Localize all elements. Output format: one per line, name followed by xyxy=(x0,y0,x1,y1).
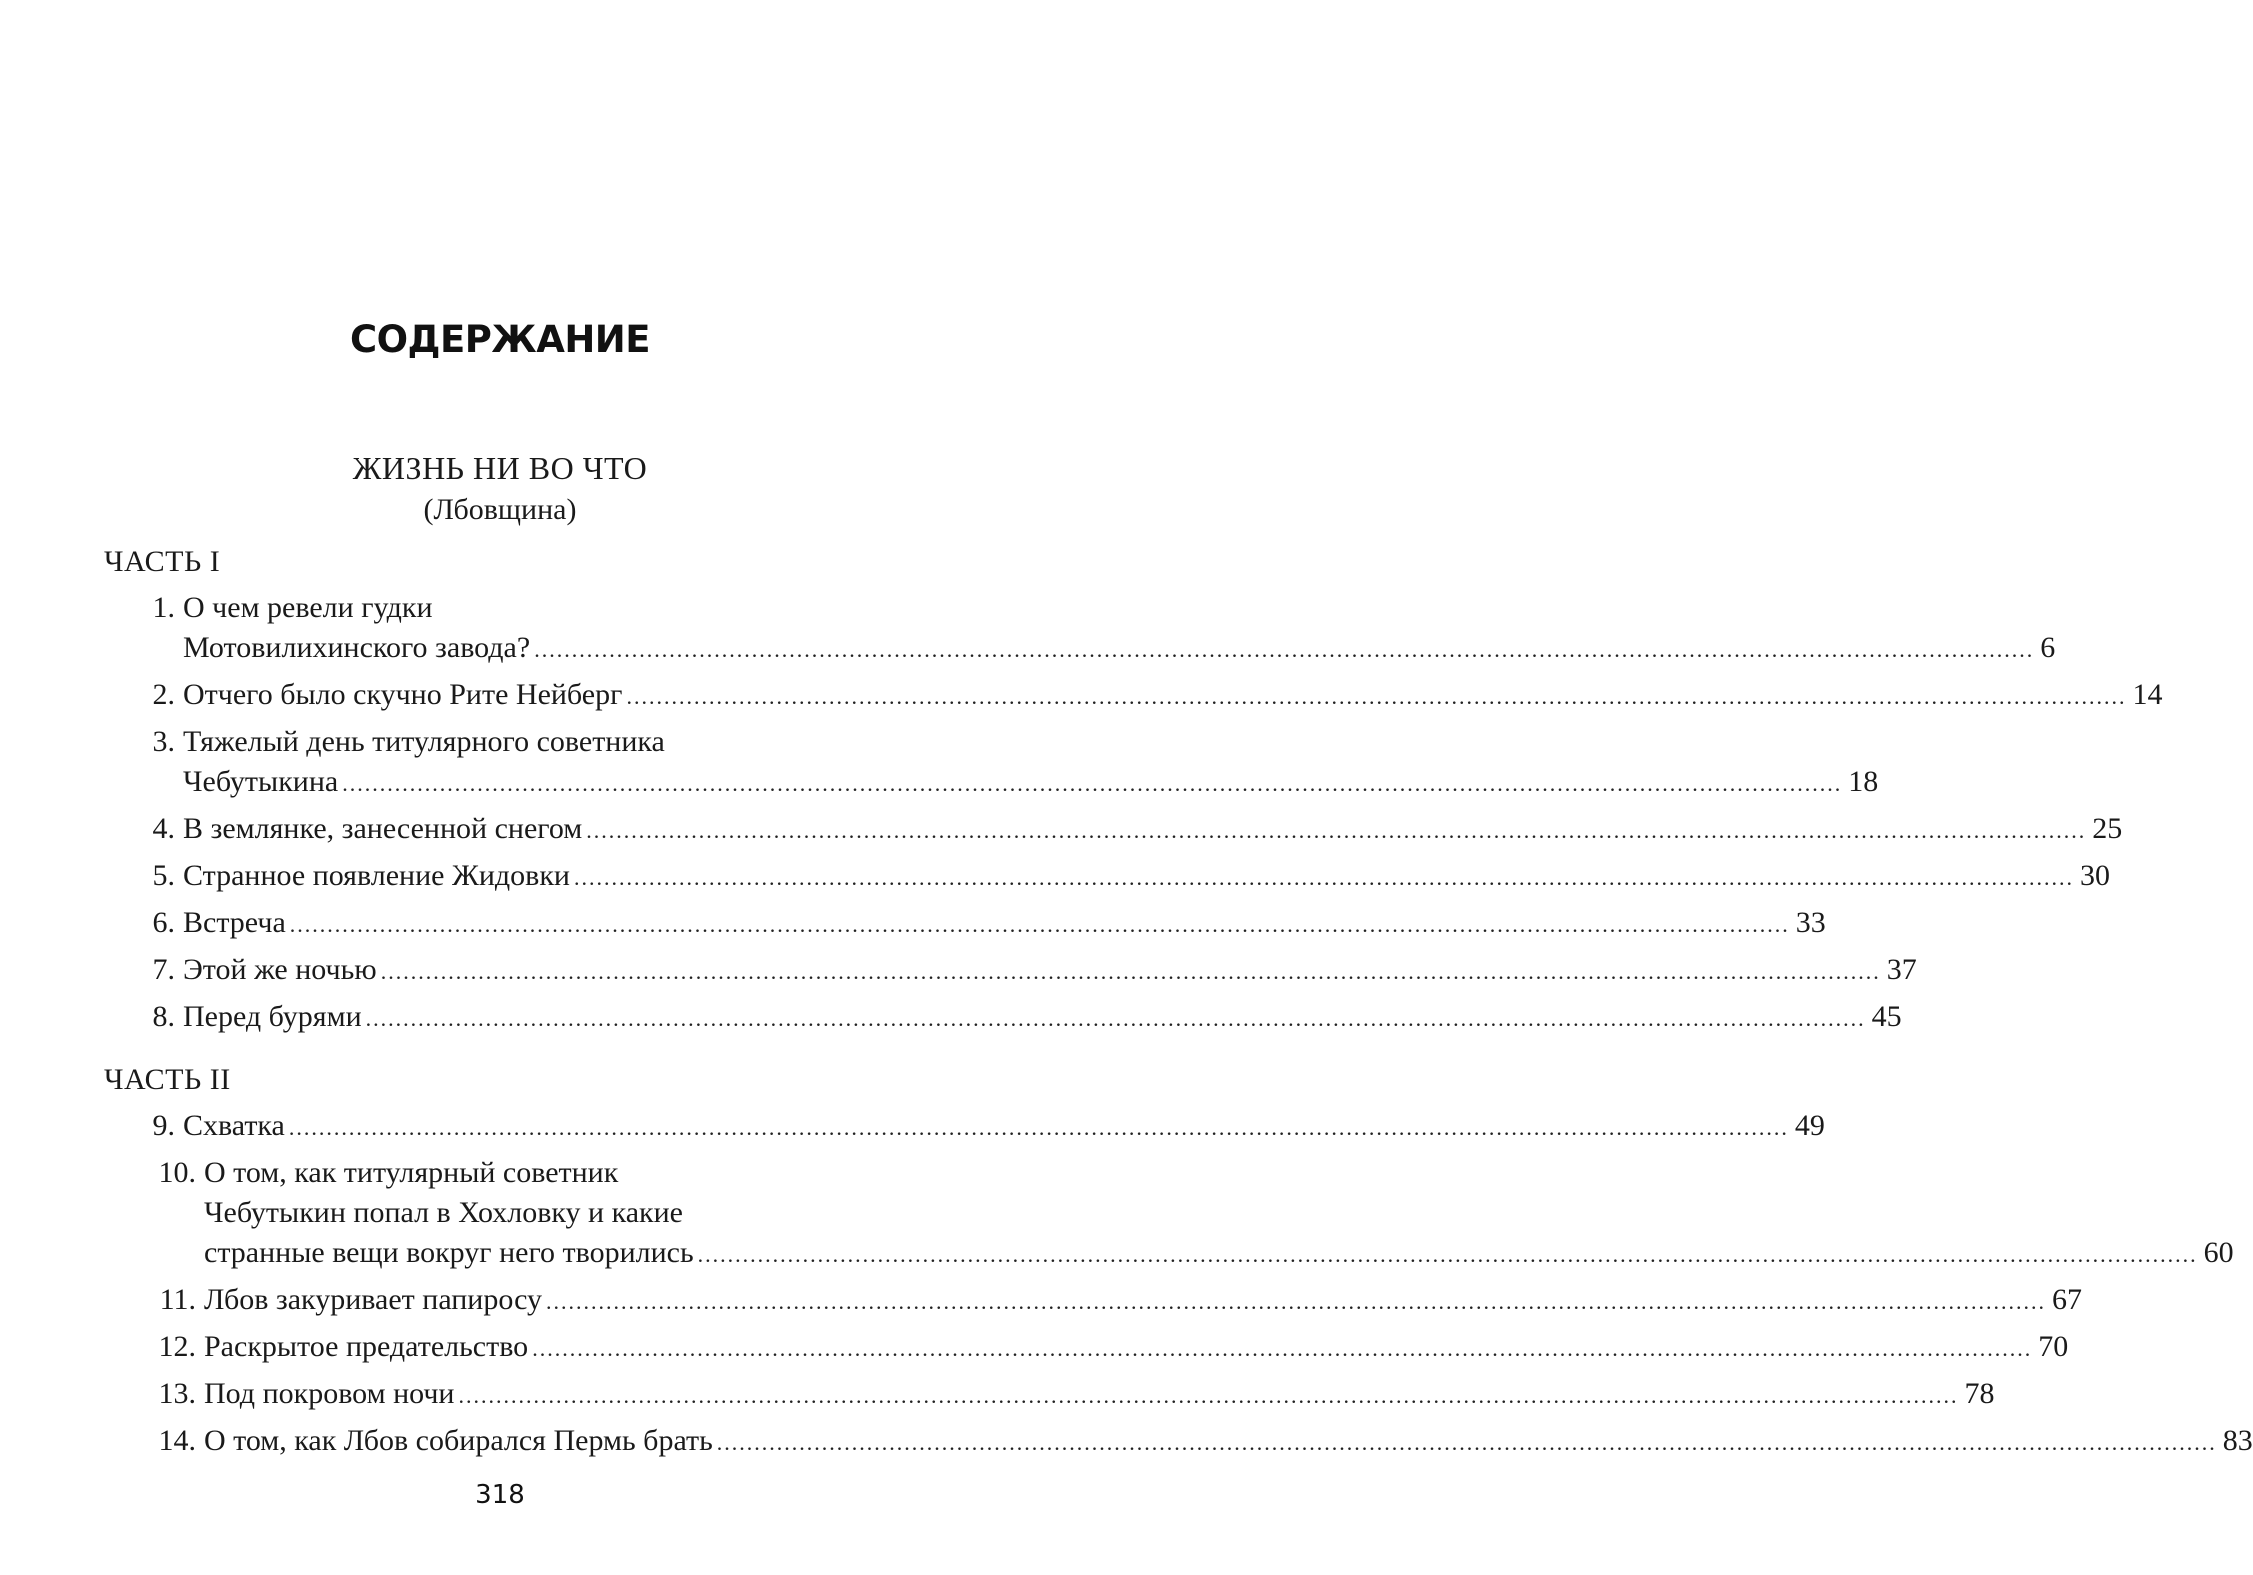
chapter-title-line: О том, как Лбов собирался Пермь брать xyxy=(204,1424,713,1457)
chapter-title-line: Встреча xyxy=(183,906,286,939)
chapter-title-line: Схватка xyxy=(183,1109,285,1142)
dot-leader: ........................................................................................................................................................................................................ xyxy=(573,865,2074,890)
toc-entry[interactable] xyxy=(0,1374,1995,1414)
chapter-number: 9. xyxy=(152,1109,175,1142)
chapter-number: 13. xyxy=(158,1377,196,1410)
chapter-page-number: 45 xyxy=(1871,1000,1902,1033)
chapter-title-line: Раскрытое предательство xyxy=(204,1330,529,1363)
toc-entry[interactable] xyxy=(0,722,1879,802)
dot-leader: ........................................................................................................................................................................................................ xyxy=(697,1242,2198,1267)
chapter-page-number: 25 xyxy=(2092,812,2123,845)
dot-leader: ........................................................................................................................................................................................................ xyxy=(365,1006,1866,1031)
dot-leader: ........................................................................................................................................................................................................ xyxy=(534,637,2035,662)
chapter-page-number: 33 xyxy=(1795,906,1826,939)
chapter-page-number: 14 xyxy=(2132,678,2163,711)
chapter-number: 1. xyxy=(152,591,175,624)
chapter-title-line: Этой же ночью xyxy=(183,953,377,986)
chapter-number: 6. xyxy=(152,906,175,939)
toc-entry[interactable] xyxy=(0,675,2163,715)
chapter-title-line: Лбов закуривает папиросу xyxy=(204,1283,543,1316)
toc-entry[interactable] xyxy=(0,1106,1825,1146)
toc-entry[interactable] xyxy=(0,950,1917,990)
chapter-page-number: 6 xyxy=(2040,631,2056,664)
dot-leader: ........................................................................................................................................................................................................ xyxy=(626,684,2127,709)
part-label: ЧАСТЬ II xyxy=(104,1063,231,1096)
chapter-title-line: Под покровом ночи xyxy=(204,1377,455,1410)
dot-leader: ........................................................................................................................................................................................................ xyxy=(380,959,1881,984)
chapter-number: 2. xyxy=(152,678,175,711)
chapter-page-number: 67 xyxy=(2052,1283,2083,1316)
dot-leader: ........................................................................................................................................................................................................ xyxy=(288,1115,1789,1140)
part-label: ЧАСТЬ I xyxy=(104,545,221,578)
chapter-page-number: 60 xyxy=(2203,1236,2234,1269)
toc-entry[interactable] xyxy=(0,997,1902,1037)
dot-leader: ........................................................................................................................................................................................................ xyxy=(342,771,1843,796)
dot-leader: ........................................................................................................................................................................................................ xyxy=(546,1289,2047,1314)
toc-entry[interactable] xyxy=(0,1153,2234,1273)
chapter-number: 4. xyxy=(152,812,175,845)
page-number: 318 xyxy=(475,1480,525,1510)
chapter-title-line: Тяжелый день титулярного советника xyxy=(183,725,665,758)
chapter-number: 5. xyxy=(152,859,175,892)
chapter-page-number: 37 xyxy=(1886,953,1917,986)
chapter-title-line: Мотовилихинского завода? xyxy=(183,631,531,664)
dot-leader: ........................................................................................................................................................................................................ xyxy=(289,912,1790,937)
toc-entry[interactable] xyxy=(0,856,2110,896)
chapter-page-number: 49 xyxy=(1794,1109,1825,1142)
dot-leader: ........................................................................................................................................................................................................ xyxy=(586,818,2087,843)
chapter-page-number: 18 xyxy=(1848,765,1879,798)
toc-entry[interactable] xyxy=(0,1280,2083,1320)
toc-entry[interactable] xyxy=(0,903,1826,943)
dot-leader: ........................................................................................................................................................................................................ xyxy=(716,1430,2217,1455)
page-title: СОДЕРЖАНИЕ xyxy=(349,318,651,361)
chapter-title-line: Отчего было скучно Рите Нейберг xyxy=(183,678,623,711)
chapter-page-number: 30 xyxy=(2079,859,2110,892)
toc-entry[interactable] xyxy=(0,1421,2253,1461)
chapter-number: 7. xyxy=(152,953,175,986)
chapter-number: 8. xyxy=(152,1000,175,1033)
chapter-title-line: О том, как титулярный советник xyxy=(204,1156,619,1189)
chapter-number: 12. xyxy=(158,1330,196,1363)
book-subtitle: (Лбовщина) xyxy=(423,493,577,526)
chapter-page-number: 78 xyxy=(1964,1377,1995,1410)
dot-leader: ........................................................................................................................................................................................................ xyxy=(532,1336,2033,1361)
toc-entry[interactable] xyxy=(0,1327,2069,1367)
chapter-title-line: Странное появление Жидовки xyxy=(183,859,570,892)
chapter-title-line: О чем ревели гудки xyxy=(183,591,433,624)
chapter-number: 14. xyxy=(158,1424,196,1457)
chapter-title-line: Чебутыкина xyxy=(183,765,339,798)
chapter-page-number: 70 xyxy=(2038,1330,2069,1363)
chapter-number: 11. xyxy=(159,1283,196,1316)
chapter-title-line: Чебутыкин попал в Хохловку и какие xyxy=(204,1196,683,1229)
chapter-number: 10. xyxy=(158,1156,196,1189)
chapter-page-number: 83 xyxy=(2222,1424,2253,1457)
chapter-title-line: Перед бурями xyxy=(183,1000,362,1033)
toc-entry[interactable] xyxy=(0,809,2123,849)
book-title: ЖИЗНЬ НИ ВО ЧТО xyxy=(352,450,648,486)
toc-entry[interactable] xyxy=(0,588,2056,668)
chapter-title-line: странные вещи вокруг него творились xyxy=(204,1236,694,1269)
chapter-title-line: В землянке, занесенной снегом xyxy=(183,812,583,845)
dot-leader: ........................................................................................................................................................................................................ xyxy=(458,1383,1959,1408)
chapter-number: 3. xyxy=(152,725,175,758)
